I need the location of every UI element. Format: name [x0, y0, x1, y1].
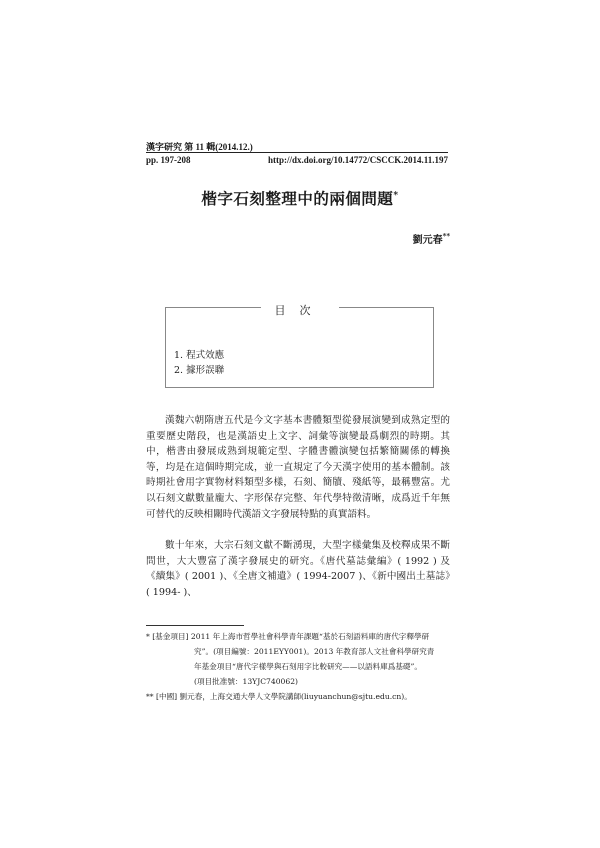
- footnote-1-line: * [基金項目] 2011 年上海市哲學社會科學青年課題“基於石刻語料庫的唐代字釋學研: [146, 632, 430, 641]
- author-footnote-mark: **: [442, 231, 450, 241]
- title-footnote-mark: *: [393, 190, 399, 201]
- author-text: 劉元春: [412, 235, 443, 246]
- journal-info: 漢字研究 第 11 輯(2014.12.): [146, 142, 253, 152]
- paragraph-text: 數十年來，大宗石刻文獻不斷湧現，大型字樣彙集及校釋成果不斷問世，大大豐富了漢字發展史的研究。《唐代墓誌彙編》( 1992 ) 及《續集》( 2001 )、《全唐文補遺》( 1994-2007 )、《新中國出土墓誌》( 1994- )、: [146, 540, 450, 598]
- toc-list: [174, 348, 224, 378]
- page-header-line: [146, 152, 448, 165]
- toc-heading: 目次: [166, 299, 433, 318]
- footnote-1-line: 年基金項目“唐代字樣學與石刻用字比較研究——以語料庫爲基礎”。: [194, 662, 422, 671]
- body-paragraph-1: [146, 413, 450, 522]
- author-name: [413, 231, 450, 246]
- footnote-divider: [146, 625, 244, 626]
- paper-title: [0, 187, 600, 209]
- table-of-contents: [165, 304, 434, 388]
- footnotes: [146, 629, 452, 704]
- toc-item[interactable]: 2. 據形誤聯: [174, 365, 225, 376]
- paragraph-text: 漢魏六朝隋唐五代是今文字基本書體類型從發展演變到成熟定型的重要歷史階段，也是漢語史上文字、詞彙等演變最爲劇烈的時期。其中，楷書由發展成熟到規範定型、字體書體演變包括繁簡關係的轉換等，均是在這個時期完成，並一直規定了今天漢字使用的基本體制。該時期社會用字實物材料類型多樣，石刻、簡牘、殘紙等，最稱豐富。尤以石刻文獻數量龐大、字形保存完整、年代學特徵清晰，成爲近千年無可替代的反映相關時代漢語文字發展特點的真實語料。: [146, 415, 450, 520]
- title-text: 楷字石刻整理中的兩個問題: [201, 189, 394, 208]
- page-range: pp. 197-208: [146, 155, 191, 165]
- doi-link[interactable]: http://dx.doi.org/10.14772/CSCCK.2014.11.197: [267, 155, 448, 165]
- toc-item[interactable]: 1. 程式效應: [174, 350, 225, 361]
- footnote-2: ** [中國] 劉元春，上海交通大學人文學院講師(liuyuanchun@sjtu.edu.cn)。: [146, 692, 412, 701]
- body-paragraph-2: [146, 538, 450, 600]
- footnote-1-line: 究”。(項目編號：2011EYY001)。2013 年教育部人文社會科學研究青: [194, 647, 435, 656]
- footnote-1-line: (項目批准號：13YJC740062): [194, 677, 299, 686]
